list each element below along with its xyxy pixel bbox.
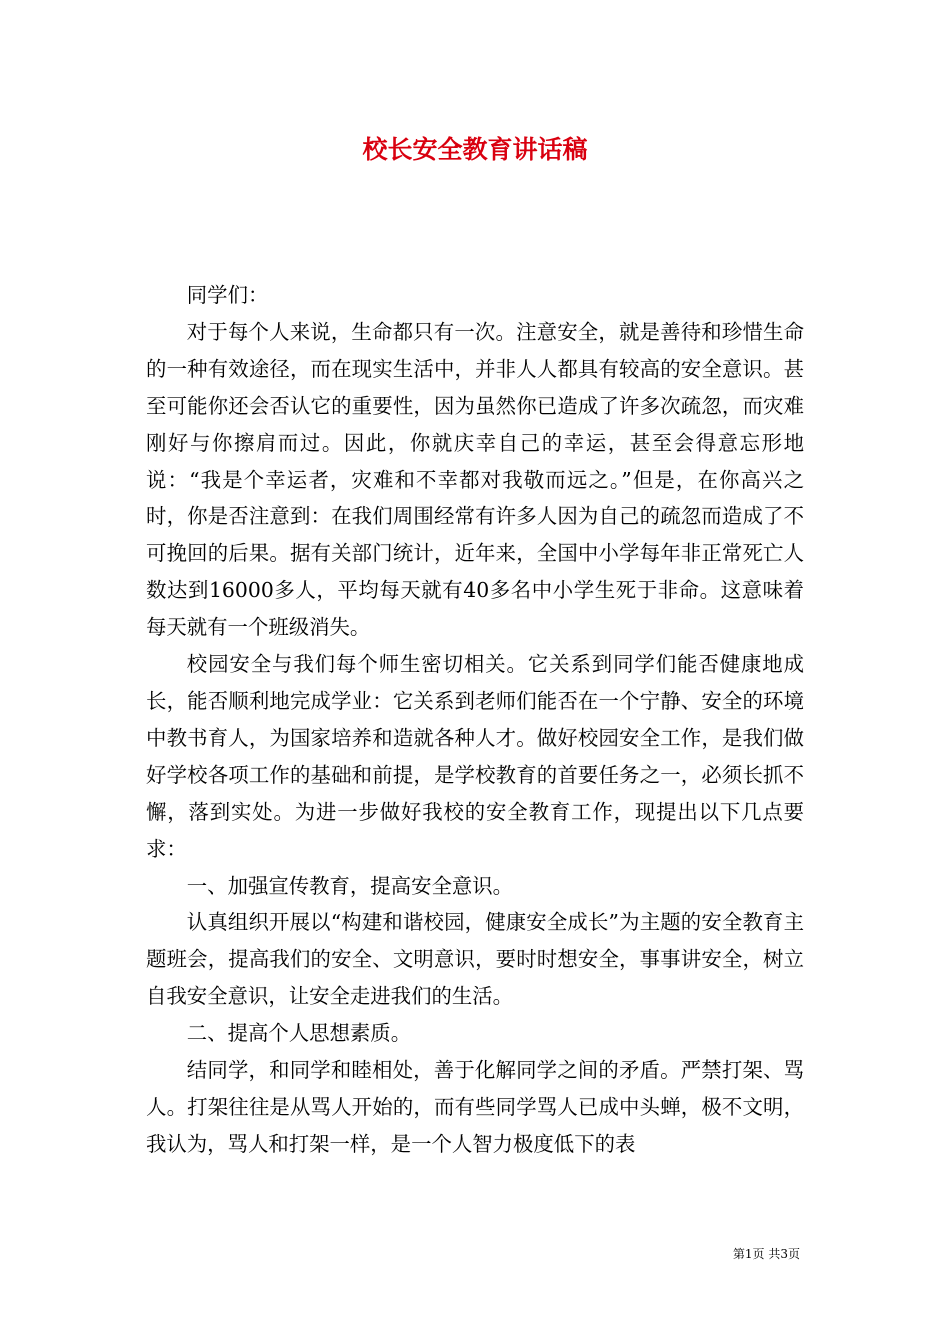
paragraph-campus-safety: 校园安全与我们每个师生密切相关。它关系到同学们能否健康地成长，能否顺利地完成学业：它关系到老师们能否在一个宁静、安全的环境中教书育人，为国家培养和造就各种人才。做好校园安全工作，是我们做好学校各项工作的基础和前提，是学校教育的首要任务之一，必须长抓不懈，落到实处。为进一步做好我校的安全教育工作，现提出以下几点要求： bbox=[146, 652, 804, 861]
document-title: 校长安全教育讲话稿 bbox=[362, 135, 588, 164]
document-body bbox=[146, 277, 804, 1163]
page-number: 第1页 共3页 bbox=[732, 1247, 800, 1261]
paragraph-heading-1: 一、加强宣传教育，提高安全意识。 bbox=[186, 873, 514, 898]
paragraph-intro: 对于每个人来说，生命都只有一次。注意安全，就是善待和珍惜生命的一种有效途径，而在现实生活中，并非人人都具有较高的安全意识。甚至可能你还会否认它的重要性，因为虽然你已造成了许多次疏忽，而灾难刚好与你擦肩而过。因此，你就庆幸自己的幸运，甚至会得意忘形地说：“我是个幸运者，灾难和不幸都对我敬而远之。”但是，在你高兴之时，你是否注意到：在我们周围经常有许多人因为自己的疏忽而造成了不可挽回的后果。据有关部门统计，近年来，全国中小学每年非正常死亡人数达到16000多人，平均每天就有40多名中小学生死于非命。这意味着每天就有一个班级消失。 bbox=[146, 319, 804, 640]
paragraph-section-1: 认真组织开展以“构建和谐校园，健康安全成长”为主题的安全教育主题班会，提高我们的安全、文明意识，要时时想安全，事事讲安全，树立自我安全意识，让安全走进我们的生活。 bbox=[146, 910, 804, 1009]
paragraph-greeting: 同学们： bbox=[186, 283, 269, 307]
paragraph-heading-2: 二、提高个人思想素质。 bbox=[186, 1021, 412, 1046]
paragraph-section-2: 结同学，和同学和睦相处，善于化解同学之间的矛盾。严禁打架、骂人。打架往往是从骂人开始的，而有些同学骂人已成中头蝉，极不文明，我认为，骂人和打架一样，是一个人智力极度低下的表 bbox=[146, 1058, 804, 1156]
